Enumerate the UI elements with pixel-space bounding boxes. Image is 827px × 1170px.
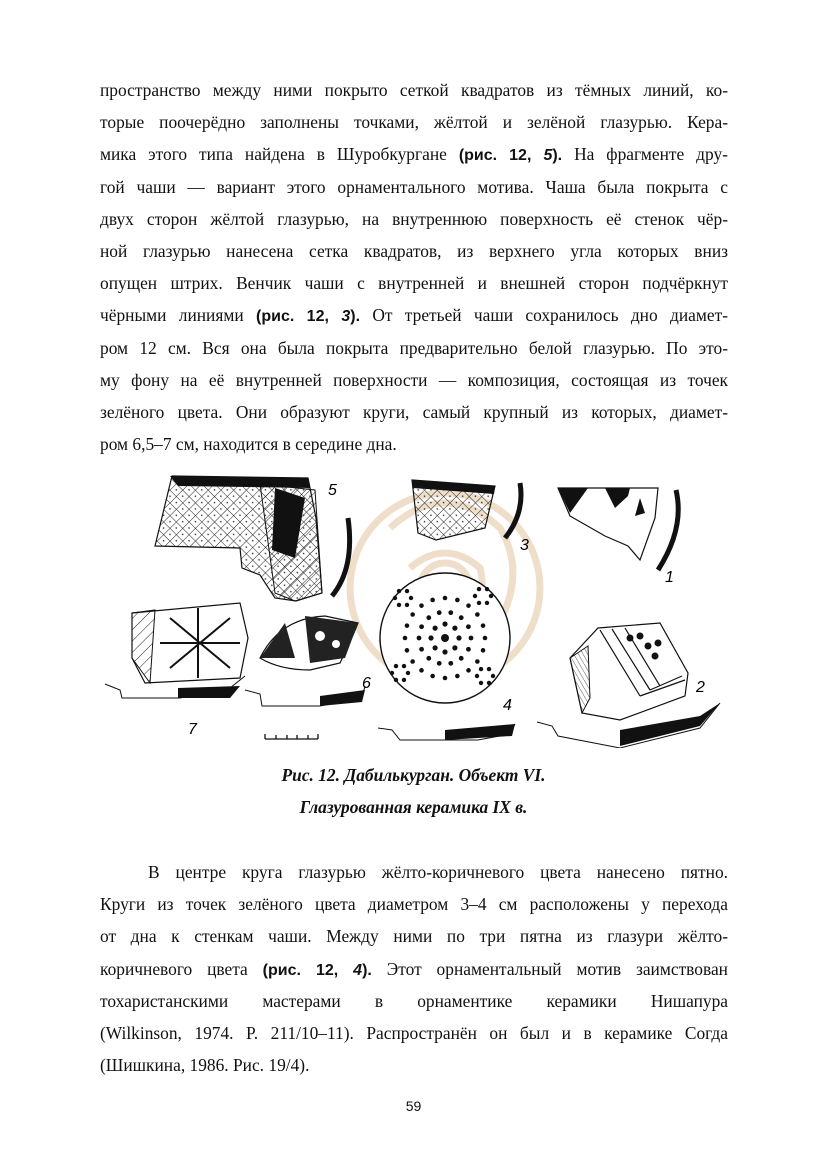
dot — [443, 596, 448, 601]
dot — [437, 610, 442, 615]
dot — [479, 667, 483, 671]
figure-label-7: 7 — [188, 721, 197, 738]
figure-label-2: 2 — [696, 679, 705, 696]
paragraph-1 — [100, 74, 728, 460]
dot — [475, 674, 479, 678]
dot — [405, 589, 409, 593]
dot — [390, 671, 394, 675]
dot — [406, 671, 410, 675]
dot — [466, 603, 471, 608]
text-line: (Шишкина, 1986. Рис. 19/4). — [100, 1055, 310, 1076]
ceramics-figure — [100, 458, 728, 748]
dot — [402, 678, 406, 682]
figure-label-3: 3 — [520, 537, 529, 554]
figure-reference: (рис. 12, 3). — [256, 308, 361, 326]
dot — [452, 626, 457, 631]
text-line: коричневого цвета (рис. 12, 4). Этот орнаментальный мотив заимствован — [100, 958, 728, 979]
dot — [419, 603, 424, 608]
dot — [402, 664, 406, 668]
fragment-7 — [105, 603, 248, 698]
dot — [459, 656, 464, 661]
dot — [466, 624, 471, 629]
fragment-1 — [558, 488, 678, 570]
text-line: (Wilkinson, 1974. P. 211/10–11). Распространён он был и в керамике Согда — [100, 1022, 728, 1043]
dot — [477, 601, 481, 605]
text-line: му фону на её внутренней поверхности — композиция, состоящая из точек — [100, 369, 728, 390]
figure-caption-subtitle: Глазурованная керамика IX в. — [299, 797, 528, 817]
dot — [455, 598, 460, 603]
scale-bar — [265, 734, 318, 739]
dot — [419, 668, 424, 673]
text-line: опущен штрих. Венчик чаши с внутренней и внешней сторон подчёркнут — [100, 273, 728, 294]
dot — [448, 661, 453, 666]
fragment-4 — [378, 573, 515, 740]
dot — [481, 623, 486, 628]
figure-label-6: 6 — [362, 675, 371, 692]
text-line: ром 12 см. Вся она была покрыта предварительно белой глазурью. По это- — [100, 337, 728, 358]
dot — [403, 636, 408, 641]
dot — [405, 623, 410, 628]
text-line: зелёного цвета. Они образуют круги, самый крупный из которых, диамет- — [100, 401, 728, 422]
dot — [430, 674, 435, 679]
dot — [428, 635, 433, 640]
fragment-2 — [537, 623, 720, 748]
dot — [452, 645, 457, 650]
dot — [426, 656, 431, 661]
text-line: ной глазурью нанесена сетка квадратов, из верхнего угла которых вниз — [100, 240, 728, 261]
figure-label-4: 4 — [503, 697, 512, 714]
figure-label-1: 1 — [665, 569, 674, 586]
text-line: пространство между ними покрыто сеткой квадратов из тёмных линий, ко- — [100, 80, 728, 100]
dot — [489, 594, 493, 598]
dot — [397, 589, 401, 593]
paragraph-2 — [100, 856, 728, 1081]
dot — [405, 648, 410, 653]
dot — [419, 647, 424, 652]
dot — [426, 615, 431, 620]
dot — [485, 601, 489, 605]
text-line: тохаристанскими мастерами в орнаментике керамики Нишапура — [100, 990, 728, 1011]
fragment-5 — [155, 476, 350, 601]
dot — [405, 603, 409, 607]
dot — [483, 636, 488, 641]
dot — [394, 664, 398, 668]
text-line: мика этого типа найдена в Шуробкургане (рис. 12, 5). На фрагменте дру- — [100, 144, 728, 165]
dot — [419, 624, 424, 629]
dot — [433, 626, 438, 631]
dot — [459, 615, 464, 620]
dot — [433, 645, 438, 650]
dot — [485, 587, 489, 591]
dot — [409, 596, 413, 600]
dot — [410, 612, 415, 617]
dot — [394, 678, 398, 682]
dot — [430, 598, 435, 603]
page-number: 59 — [405, 1098, 422, 1114]
dot — [410, 659, 415, 664]
text-line: Круги из точек зелёного цвета диаметром 3–4 см расположены у перехода — [100, 894, 728, 915]
text-line: гой чаши — вариант этого орнаментального мотива. Чаша была покрыта с — [100, 176, 728, 197]
text-line: чёрными линиями (рис. 12, 3). От третьей чаши сохранилось дно диамет- — [100, 305, 728, 326]
dot — [479, 681, 483, 685]
text-line: двух сторон жёлтой глазурью, на внутреннюю поверхность её стенок чёр- — [100, 208, 728, 229]
dot — [477, 587, 481, 591]
dot — [455, 674, 460, 679]
dot — [437, 661, 442, 666]
dot — [487, 667, 491, 671]
dot — [442, 649, 447, 654]
text-line: от дна к стенкам чаши. Между ними по три пятна из глазури жёлто- — [100, 926, 728, 947]
dot — [442, 621, 447, 626]
dot — [473, 594, 477, 598]
figure-reference: (рис. 12, 5). — [458, 147, 563, 165]
dot — [466, 668, 471, 673]
dot — [469, 636, 474, 641]
dot — [417, 636, 422, 641]
dot — [441, 634, 449, 642]
dot — [397, 603, 401, 607]
dot — [443, 676, 448, 681]
fragment-6 — [245, 616, 365, 706]
dot — [487, 681, 491, 685]
dot — [448, 610, 453, 615]
dot — [475, 659, 480, 664]
dot — [393, 596, 397, 600]
text-line: торые поочерёдно заполнены точками, жёлтой и зелёной глазурью. Кера- — [100, 112, 728, 133]
dot — [491, 674, 495, 678]
figure-reference: (рис. 12, 4). — [262, 961, 372, 979]
text-line: В центре круга глазурью жёлто-коричневого цвета нанесено пятно. — [148, 862, 728, 882]
dot — [456, 635, 461, 640]
figure-label-5: 5 — [328, 482, 337, 499]
dot — [466, 647, 471, 652]
dot — [475, 612, 480, 617]
text-line: ром 6,5–7 см, находится в середине дна. — [100, 434, 397, 455]
figure-caption-title: Рис. 12. Дабилькурган. Объект VI. — [281, 765, 546, 785]
dot — [481, 648, 486, 653]
